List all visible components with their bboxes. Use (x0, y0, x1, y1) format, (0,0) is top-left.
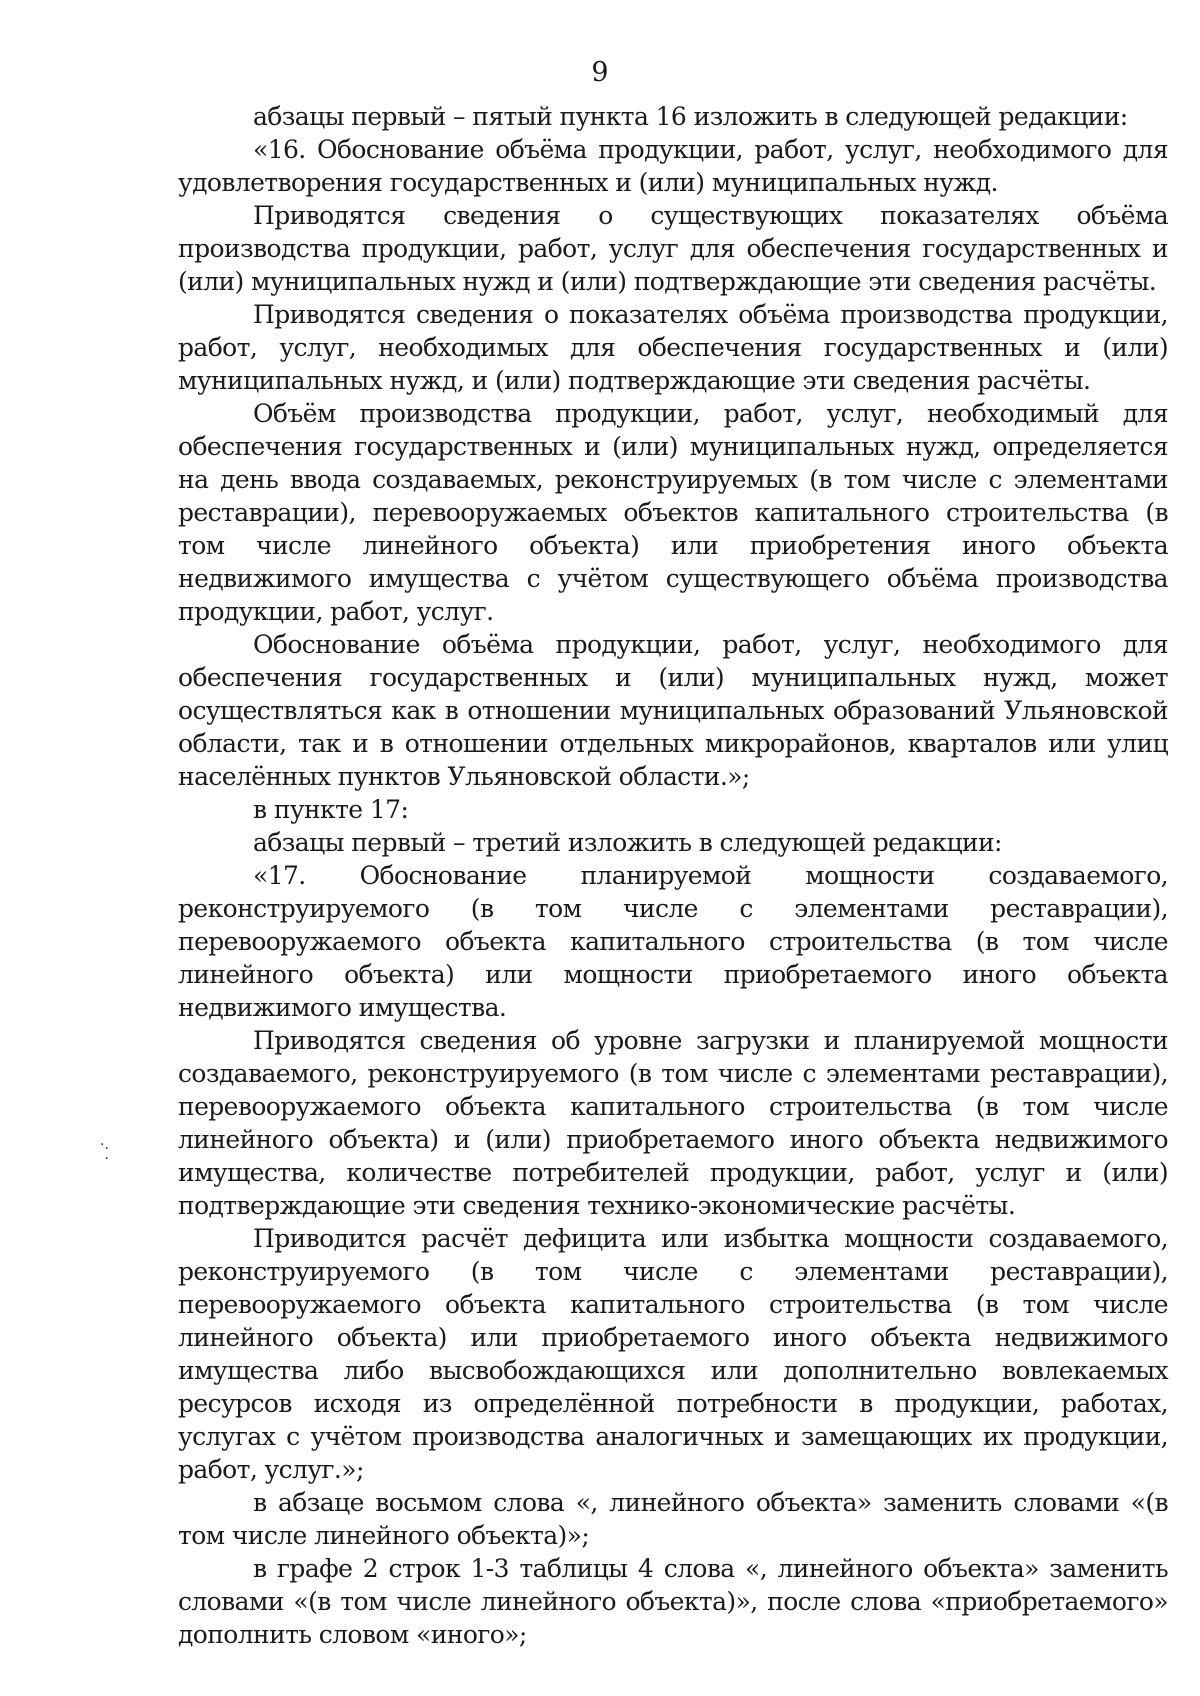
scan-margin-marks: ·. · (100, 1137, 109, 1167)
paragraph-6: Обоснование объёма продукции, работ, услуг, необходимого для обеспечения государственных и (или) муниципальных нужд, может осуществляться как в отношении муниципальных образований Ульяновской области, так и в отношении отдельных микрорайонов, кварталов или улиц населённых пунктов Ульяновской области.»; (178, 630, 1168, 791)
paragraph-13: в графе 2 строк 1-3 таблицы 4 слова «, линейного объекта» заменить словами «(в том числе линейного объекта)», после слова «приобретаемого» дополнить словом «иного»; (178, 1554, 1168, 1649)
page-number: 9 (591, 57, 609, 88)
paragraph-2: «16. Обоснование объёма продукции, работ, услуг, необходимого для удовлетворения государственных и (или) муниципальных нужд. (178, 135, 1168, 197)
paragraph-5: Объём производства продукции, работ, услуг, необходимый для обеспечения государственных и (или) муниципальных нужд, определяется на день ввода создаваемых, реконструируемых (в том числе с элементами реставрации), перевооружаемых объектов капитального строительства (в том числе линейного объекта) или приобретения иного объекта недвижимого имущества с учётом существующего объёма производства продукции, работ, услуг. (178, 399, 1168, 626)
paragraph-7: в пункте 17: (253, 795, 409, 824)
document-body (178, 100, 1168, 1651)
paragraph-1: абзацы первый – пятый пункта 16 изложить в следующей редакции: (253, 102, 1128, 131)
paragraph-3: Приводятся сведения о существующих показателях объёма производства продукции, работ, услуг для обеспечения государственных и (или) муниципальных нужд и (или) подтверждающие эти сведения расчёты. (178, 201, 1168, 296)
paragraph-8: абзацы первый – третий изложить в следующей редакции: (253, 828, 1002, 857)
paragraph-12: в абзаце восьмом слова «, линейного объекта» заменить словами «(в том числе линейного объекта)»; (178, 1488, 1168, 1550)
paragraph-4: Приводятся сведения о показателях объёма производства продукции, работ, услуг, необходимых для обеспечения государственных и (или) муниципальных нужд, и (или) подтверждающие эти сведения расчёты. (178, 300, 1168, 395)
paragraph-10: Приводятся сведения об уровне загрузки и планируемой мощности создаваемого, реконструируемого (в том числе с элементами реставрации), перевооружаемого объекта капитального строительства (в том числе линейного объекта) и (или) приобретаемого иного объекта недвижимого имущества, количестве потребителей продукции, работ, услуг и (или) подтверждающие эти сведения технико-экономические расчёты. (178, 1026, 1168, 1220)
paragraph-9: «17. Обоснование планируемой мощности создаваемого, реконструируемого (в том числе с элементами реставрации), перевооружаемого объекта капитального строительства (в том числе линейного объекта) или мощности приобретаемого иного объекта недвижимого имущества. (178, 861, 1168, 1022)
paragraph-11: Приводится расчёт дефицита или избытка мощности создаваемого, реконструируемого (в том числе с элементами реставрации), перевооружаемого объекта капитального строительства (в том числе линейного объекта) или приобретаемого иного объекта недвижимого имущества либо высвобождающихся или дополнительно вовлекаемых ресурсов исходя из определённой потребности в продукции, работах, услугах с учётом производства аналогичных и замещающих их продукции, работ, услуг.»; (178, 1224, 1168, 1484)
